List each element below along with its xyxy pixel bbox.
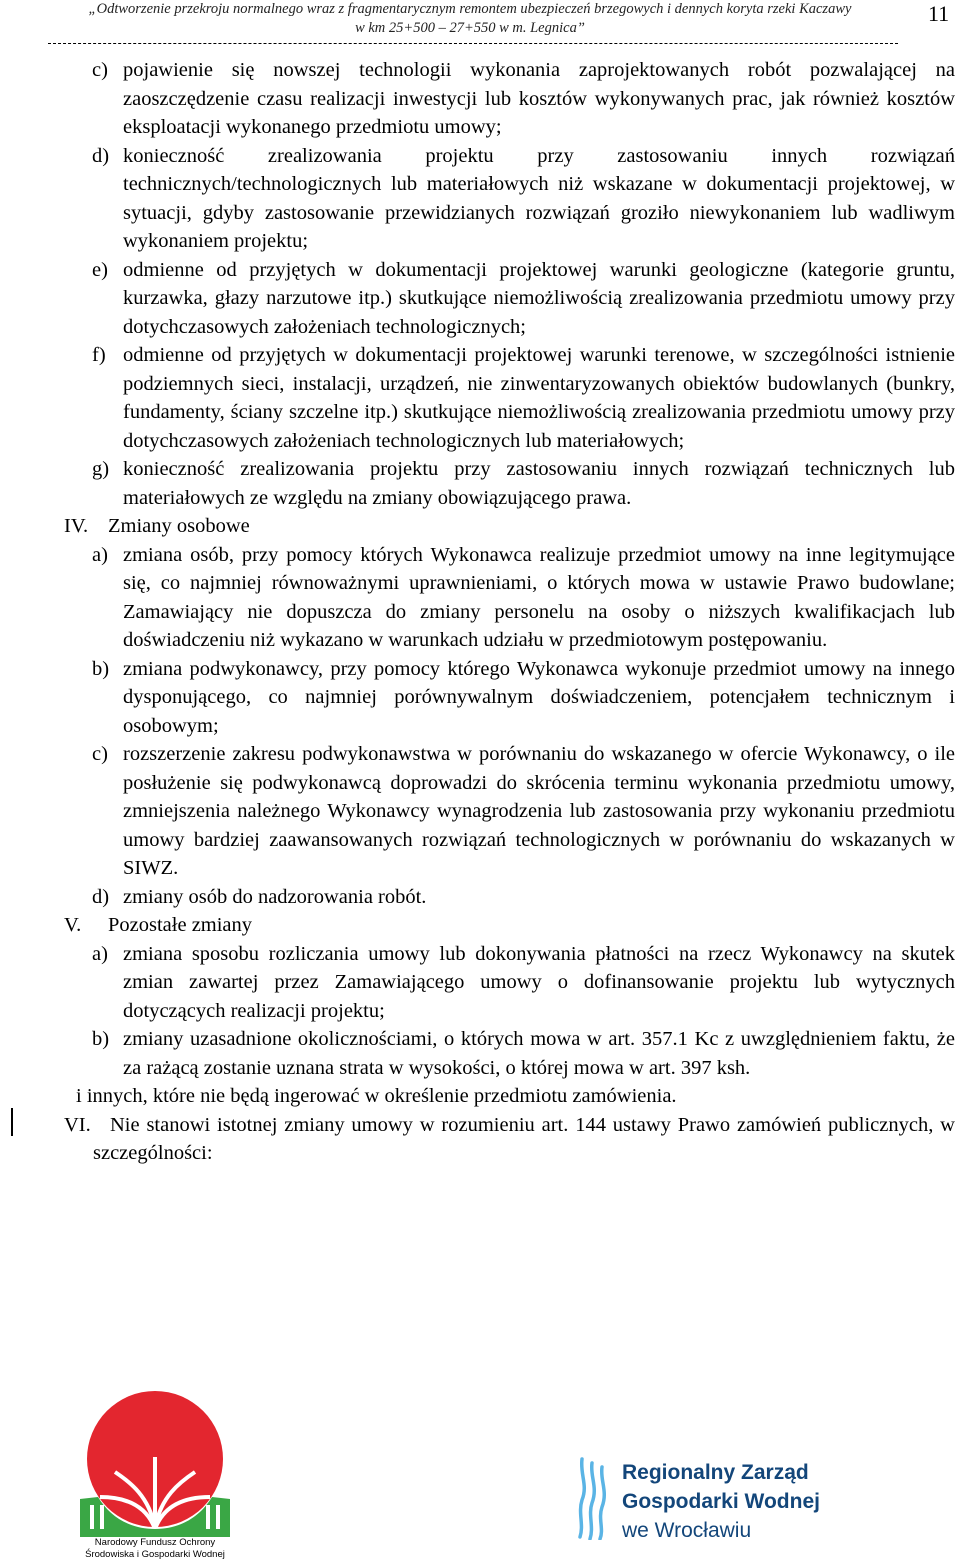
nfosigw-caption-line1: Narodowy Fundusz Ochrony — [94, 1537, 216, 1548]
rzgw-logo-icon — [554, 1455, 614, 1540]
rzgw-line1: Regionalny Zarząd — [622, 1461, 809, 1484]
item-text: zmiana osób, przy pomocy których Wykonawca realizuje przedmiot umowy na inne legitymujące się, co najmniej równoważnymi uprawnieniami, o których mowa w ustawie Prawo budowlane; Zamawiający nie dopuszcza do zmiany personelu na osoby o niższych kwalifikacjach lub doświadczeniu niż wykazano w warunkach udziału w przedmiotowym postępowaniu. — [123, 543, 955, 651]
item-text: pojawienie się nowszej technologii wykonania zaprojektowanych robót pozwalającej na zaoszczędzenie czasu realizacji inwestycji lub kosztów wykonywanych prac, jak również kosztów eksploatacji wykonanego przedmiotu umowy; — [123, 59, 955, 138]
item-label: a) — [92, 543, 108, 566]
document-title — [30, 0, 910, 38]
page-header — [30, 0, 910, 36]
document-title-line2: w km 25+500 – 27+550 w m. Legnica” — [355, 20, 585, 36]
nfosigw-caption — [80, 1537, 230, 1561]
document-title-line1: „Odtworzenie przekroju normalnego wraz z fragmentarycznym remontem ubezpieczeń brzegowych i dennych koryta rzeki Kaczawy — [88, 1, 852, 17]
item-text: odmienne od przyjętych w dokumentacji projektowej warunki terenowe, w szczególności istnienie podziemnych sieci, instalacji, urządzeń, nie zinwentaryzowanych obiektów budowlanych (bunkry, fundamenty, ściany szczelne itp.) skutkujące niemożliwością zrealizowania przedmiotu umowy przy dotychczasowych założeniach technologicznych lub materiałowych; — [123, 344, 955, 452]
list-item-g — [0, 455, 960, 512]
section-heading-iv — [0, 512, 960, 541]
section-vi — [0, 1111, 960, 1168]
page-number: 11 — [928, 1, 950, 26]
rzgw-logo-text — [622, 1458, 820, 1545]
item-label: f) — [92, 344, 106, 366]
rzgw-line2: Gospodarki Wodnej — [622, 1490, 820, 1513]
section-title: Pozostałe zmiany — [108, 914, 253, 936]
nfosigw-caption-line2: Środowiska i Gospodarki Wodnej — [85, 1549, 225, 1560]
item-text: konieczność zrealizowania projektu przy zastosowaniu innych rozwiązań technicznych lub materiałowych ze względu na zmiany obowiązującego prawa. — [123, 458, 955, 509]
item-label: b) — [92, 1028, 110, 1050]
item-label: c) — [92, 59, 108, 81]
list-item-iv-c — [0, 740, 960, 883]
header-divider — [48, 43, 898, 44]
item-label: a) — [92, 942, 108, 965]
section-number: IV. — [64, 515, 89, 537]
rzgw-line3: we Wrocławiu — [622, 1519, 752, 1542]
list-item-v-b — [0, 1025, 960, 1082]
list-item-f — [0, 341, 960, 455]
list-item-v-a — [0, 940, 960, 1026]
section-title: Zmiany osobowe — [108, 515, 250, 537]
item-label: d) — [92, 144, 110, 167]
item-label: b) — [92, 657, 110, 680]
document-body — [0, 56, 960, 1168]
item-label: c) — [92, 743, 108, 765]
item-text: zmiany uzasadnione okolicznościami, o których mowa w art. 357.1 Kc z uwzględnieniem faktu, że za rażącą zostanie uznana strata w wysokości, o której mowa w art. 397 ksh. — [123, 1028, 955, 1079]
item-label: g) — [92, 458, 110, 480]
item-text: zmiany osób do nadzorowania robót. — [123, 885, 427, 908]
nfosigw-logo-icon — [80, 1387, 230, 1562]
section-number: VI. — [64, 1113, 91, 1136]
item-text: rozszerzenie zakresu podwykonawstwa w porównaniu do wskazanego w ofercie Wykonawcy, o ile posłużenie się podwykonawcą doprowadzi do skrócenia terminu wykonania przedmiotu umowy, zmniejszenia należnego Wykonawcy wynagrodzenia lub zastosowania przy wykonaniu przedmiotu umowy bardziej zaawansowanych rozwiązań technologicznych w porównaniu do wskazanych w SIWZ. — [123, 743, 955, 879]
section-text: Nie stanowi istotnej zmiany umowy w rozumieniu art. 144 ustawy Prawo zamówień publicznych, w szczególności: — [93, 1113, 955, 1164]
item-text: odmienne od przyjętych w dokumentacji projektowej warunki geologiczne (kategorie gruntu, kurzawka, głazy narzutowe itp.) skutkujące niemożliwością zrealizowania przedmiotu umowy przy dotychczasowych założeniach technologicznych; — [123, 258, 955, 338]
item-label: d) — [92, 885, 110, 908]
closing-line: i innych, które nie będą ingerować w określenie przedmiotu zamówienia. — [76, 1085, 677, 1107]
list-item-iv-b — [0, 655, 960, 741]
item-text: konieczność zrealizowania projektu przy zastosowaniu innych rozwiązań technicznych/technologicznych lub materiałowych niż wskazane w dokumentacji projektowej, w sytuacji, gdyby zastosowanie przewidzianych rozwiązań groziło niewykonaniem lub wadliwym wykonaniem projektu; — [123, 144, 955, 252]
revision-bar — [11, 1108, 13, 1136]
section-heading-v — [0, 911, 960, 940]
item-label: e) — [92, 258, 108, 281]
section-number: V. — [64, 914, 82, 936]
item-text: zmiana sposobu rozliczania umowy lub dokonywania płatności na rzecz Wykonawcy na skutek zmian zawartej przez Zamawiającego umowy o dofinansowanie projektu lub wytycznych dotyczących realizacji projektu; — [123, 942, 955, 1022]
list-item-d — [0, 142, 960, 256]
list-item-iv-a — [0, 541, 960, 655]
list-item-e — [0, 256, 960, 342]
list-item-iv-d — [0, 883, 960, 912]
list-item-c — [0, 56, 960, 142]
item-text: zmiana podwykonawcy, przy pomocy którego Wykonawca wykonuje przedmiot umowy na innego dysponującego, co najmniej porównywalnym doświadczeniem, potencjałem technicznym i osobowym; — [123, 657, 955, 737]
